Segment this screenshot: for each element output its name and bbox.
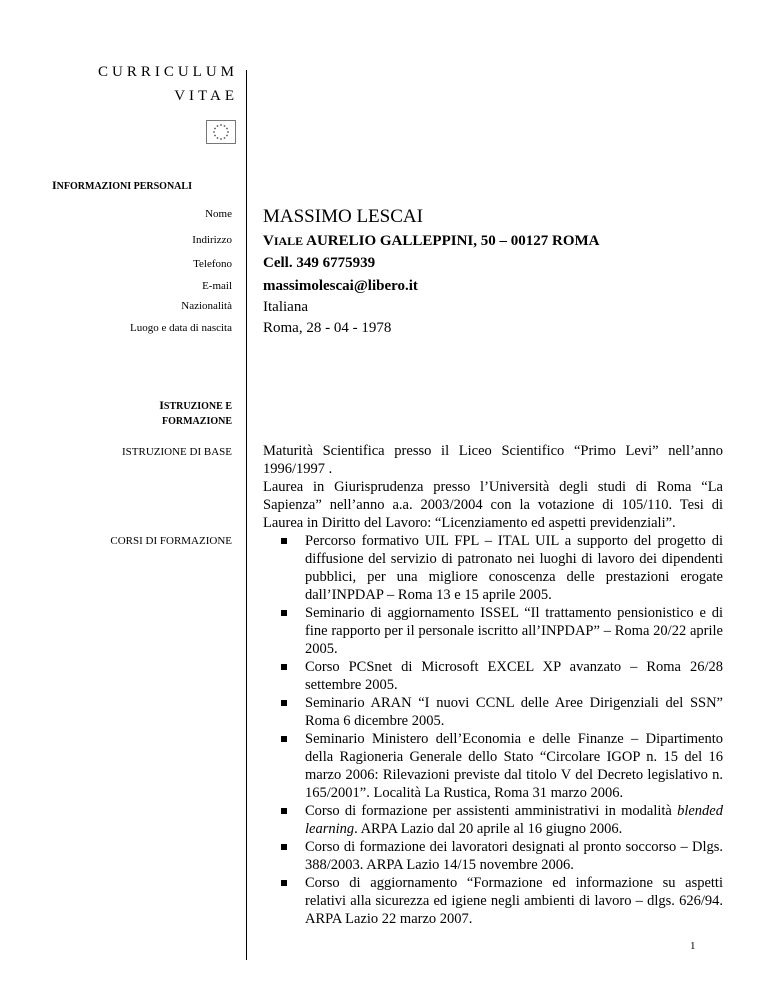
eu-flag-icon	[206, 120, 236, 144]
label-telefono: Telefono	[193, 258, 232, 270]
label-corsi-formazione: CORSI DI FORMAZIONE	[110, 535, 232, 547]
cv-title-line1: CURRICULUM	[97, 64, 238, 80]
list-item: Corso di aggiornamento “Formazione ed informazione su aspetti relativi alla sicurezza ed igiene negli ambienti di lavoro – dlgs. 626/94. ARPA Lazio 22 marzo 2007.	[305, 875, 723, 927]
value-nome: MASSIMO LESCAI	[263, 206, 423, 227]
list-item: Corso di formazione dei lavoratori designati al pronto soccorso – Dlgs. 388/2003. ARPA Lazio 14/15 novembre 2006.	[305, 839, 723, 873]
page-number: 1	[690, 940, 696, 952]
label-nazionalita: Nazionalità	[181, 300, 232, 312]
value-indirizzo: VIALE AURELIO GALLEPPINI, 50 – 00127 ROMA	[263, 233, 600, 249]
list-item: Seminario ARAN “I nuovi CCNL delle Aree Dirigenziali del SSN” Roma 6 dicembre 2005.	[305, 695, 723, 729]
list-item: Seminario Ministero dell’Economia e delle Finanze – Dipartimento della Ragioneria Generale dello Stato “Circolare IGOP n. 15 del 16 marzo 2006: Rilevazioni previste dal titolo V del Decreto legislativo n. 165/2001”. Località La Rustica, Roma 31 marzo 2006.	[305, 731, 723, 801]
education-body	[263, 442, 723, 928]
cv-title-line2: VITAE	[174, 88, 238, 104]
vertical-divider	[246, 70, 247, 960]
label-nome: Nome	[205, 208, 232, 220]
list-item: Percorso formativo UIL FPL – ITAL UIL a supporto del progetto di diffusione del servizio di patronato nei luoghi di lavoro dei dipendenti pubblici, per una migliore conoscenza delle prestazioni erogate dall’INPDAP – Roma 13 e 15 aprile 2005.	[305, 533, 723, 603]
label-email: E-mail	[202, 280, 232, 292]
value-luogo-data-nascita: Roma, 28 - 04 - 1978	[263, 320, 392, 336]
label-indirizzo: Indirizzo	[192, 234, 232, 246]
label-istruzione-base: ISTRUZIONE DI BASE	[122, 446, 232, 458]
istruzione-base-text: Maturità Scientifica presso il Liceo Scientifico “Primo Levi” nell’anno 1996/1997 .	[263, 443, 723, 477]
value-email: massimolescai@libero.it	[263, 278, 418, 294]
list-item: Corso di formazione per assistenti amministrativi in modalità blended learning. ARPA Lazio dal 20 aprile al 16 giugno 2006.	[305, 803, 723, 837]
section-title-education: ISTRUZIONE E FORMAZIONE	[159, 398, 232, 427]
value-nazionalita: Italiana	[263, 299, 308, 315]
course-list	[263, 532, 723, 928]
label-luogo-data-nascita: Luogo e data di nascita	[129, 322, 232, 334]
section-title-personal: INFORMAZIONI PERSONALI	[52, 178, 192, 192]
value-telefono: Cell. 349 6775939	[263, 255, 376, 271]
list-item: Seminario di aggiornamento ISSEL “Il trattamento pensionistico e di fine rapporto per il personale iscritto all’INPDAP” – Roma 20/22 aprile 2005.	[305, 605, 723, 657]
list-item: Corso PCSnet di Microsoft EXCEL XP avanzato – Roma 26/28 settembre 2005.	[305, 659, 723, 693]
laurea-text: Laurea in Giurisprudenza presso l’Università degli studi di Roma “La Sapienza” nell’anno a.a. 2003/2004 con la votazione di 105/110. Tesi di Laurea in Diritto del Lavoro: “Licenziamento ed aspetti previdenziali”.	[263, 479, 723, 531]
